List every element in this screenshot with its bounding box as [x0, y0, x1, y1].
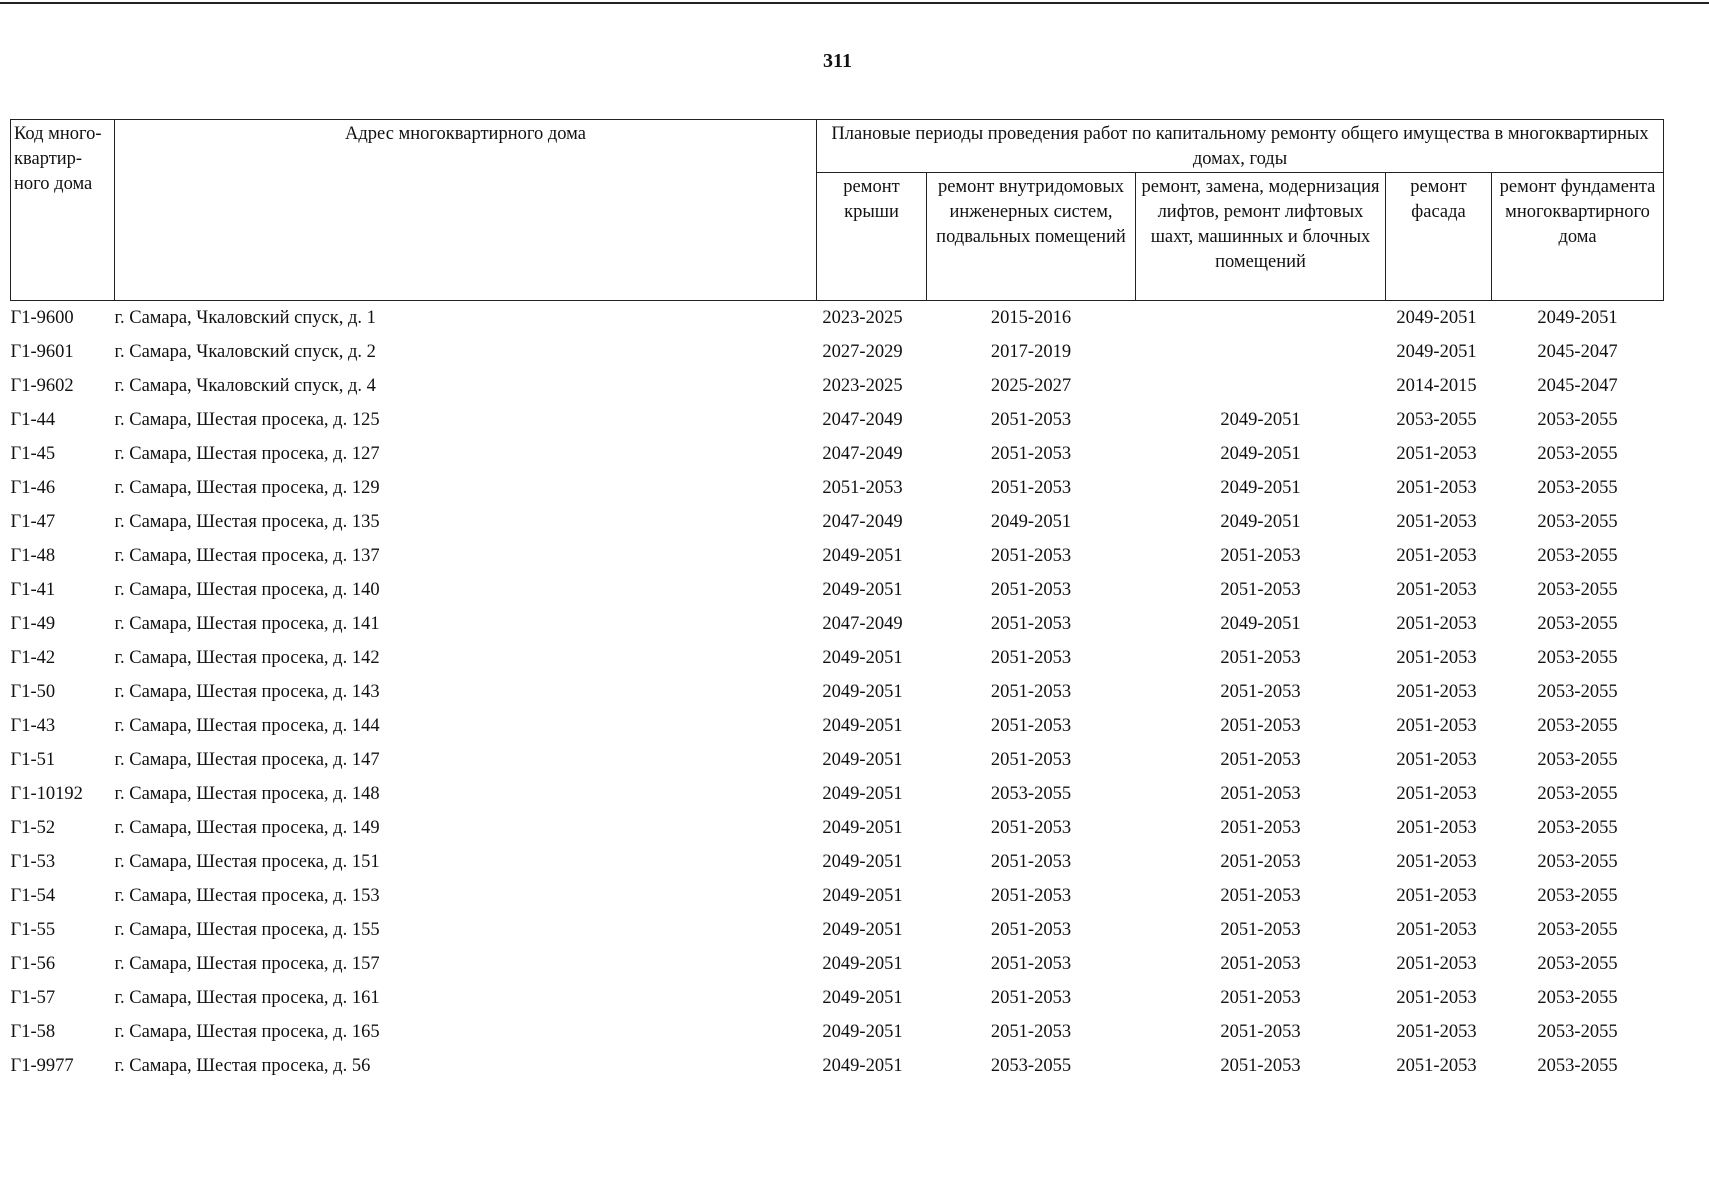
table-row: [11, 369, 1664, 403]
repair-schedule-table: [10, 119, 1664, 1083]
table-body: [11, 301, 1664, 1084]
cell-address: г. Самара, Шестая просека, д. 144: [114, 716, 380, 736]
table-row: [11, 573, 1664, 607]
cell-code: Г1-49: [10, 614, 56, 634]
cell-systems: 2051-2053: [990, 716, 1072, 736]
cell-elevators: 2049-2051: [1220, 512, 1301, 532]
cell-roof: 2047-2049: [822, 614, 903, 634]
cell-foundation: 2045-2047: [1537, 342, 1618, 362]
cell-foundation: 2053-2055: [1537, 1022, 1618, 1042]
cell-elevators: 2049-2051: [1220, 444, 1301, 464]
cell-systems: 2051-2053: [990, 750, 1072, 770]
cell-systems: 2053-2055: [990, 1056, 1072, 1076]
header-facade: ремонт фасада: [1386, 173, 1492, 301]
cell-systems: 2051-2053: [990, 478, 1072, 498]
cell-foundation: 2053-2055: [1537, 546, 1618, 566]
cell-code: Г1-50: [10, 682, 56, 702]
header-periods: Плановые периоды проведения работ по капитальному ремонту общего имущества в многоквартирных домах, годы: [817, 120, 1664, 173]
cell-address: г. Самара, Шестая просека, д. 151: [114, 852, 380, 872]
cell-facade: 2051-2053: [1396, 852, 1477, 872]
cell-facade: 2049-2051: [1396, 308, 1477, 328]
table-row: [11, 1015, 1664, 1049]
cell-foundation: 2053-2055: [1537, 444, 1618, 464]
cell-code: Г1-46: [10, 478, 56, 498]
top-rule: [0, 2, 1709, 4]
cell-elevators: 2051-2053: [1220, 954, 1301, 974]
cell-elevators: 2049-2051: [1220, 478, 1301, 498]
cell-code: Г1-9601: [10, 342, 74, 362]
cell-systems: 2051-2053: [990, 920, 1072, 940]
cell-elevators: 2051-2053: [1220, 580, 1301, 600]
cell-facade: 2051-2053: [1396, 1056, 1477, 1076]
table-row: [11, 607, 1664, 641]
cell-elevators: 2049-2051: [1220, 614, 1301, 634]
cell-systems: 2051-2053: [990, 954, 1072, 974]
cell-facade: 2051-2053: [1396, 546, 1477, 566]
cell-code: Г1-47: [10, 512, 56, 532]
cell-roof: 2023-2025: [822, 308, 903, 328]
cell-foundation: 2053-2055: [1537, 478, 1618, 498]
cell-roof: 2049-2051: [822, 886, 903, 906]
cell-elevators: [1136, 301, 1386, 336]
header-roof: ремонт крыши: [817, 173, 927, 301]
cell-code: Г1-56: [10, 954, 56, 974]
cell-roof: 2049-2051: [822, 750, 903, 770]
cell-roof: 2049-2051: [822, 988, 903, 1008]
cell-roof: 2049-2051: [822, 546, 903, 566]
cell-facade: 2051-2053: [1396, 444, 1477, 464]
header-foundation: ремонт фундамента многоквартирного дома: [1492, 173, 1664, 301]
cell-systems: 2051-2053: [990, 546, 1072, 566]
cell-elevators: 2051-2053: [1220, 1022, 1301, 1042]
cell-roof: 2049-2051: [822, 818, 903, 838]
table-row: [11, 675, 1664, 709]
table-row: [11, 743, 1664, 777]
cell-elevators: 2051-2053: [1220, 852, 1301, 872]
cell-facade: 2051-2053: [1396, 954, 1477, 974]
cell-facade: 2051-2053: [1396, 682, 1477, 702]
cell-foundation: 2053-2055: [1537, 716, 1618, 736]
cell-roof: 2049-2051: [822, 580, 903, 600]
cell-address: г. Самара, Шестая просека, д. 56: [114, 1056, 371, 1076]
cell-code: Г1-9602: [10, 376, 74, 396]
cell-code: Г1-45: [10, 444, 56, 464]
cell-roof: 2047-2049: [822, 444, 903, 464]
cell-address: г. Самара, Шестая просека, д. 135: [114, 512, 380, 532]
cell-facade: 2051-2053: [1396, 1022, 1477, 1042]
table-row: [11, 845, 1664, 879]
cell-systems: 2051-2053: [990, 648, 1072, 668]
cell-code: Г1-55: [10, 920, 56, 940]
cell-systems: 2051-2053: [990, 852, 1072, 872]
cell-systems: 2051-2053: [990, 410, 1072, 430]
cell-code: Г1-10192: [10, 784, 83, 804]
cell-address: г. Самара, Шестая просека, д. 157: [114, 954, 380, 974]
cell-roof: 2049-2051: [822, 852, 903, 872]
cell-roof: 2049-2051: [822, 784, 903, 804]
cell-address: г. Самара, Шестая просека, д. 141: [114, 614, 380, 634]
table-row: [11, 471, 1664, 505]
cell-elevators: 2051-2053: [1220, 682, 1301, 702]
cell-address: г. Самара, Шестая просека, д. 165: [114, 1022, 380, 1042]
cell-elevators: 2051-2053: [1220, 750, 1301, 770]
cell-facade: 2051-2053: [1396, 512, 1477, 532]
cell-address: г. Самара, Шестая просека, д. 129: [114, 478, 380, 498]
cell-foundation: 2053-2055: [1537, 920, 1618, 940]
cell-code: Г1-53: [10, 852, 56, 872]
cell-facade: 2051-2053: [1396, 818, 1477, 838]
cell-facade: 2051-2053: [1396, 750, 1477, 770]
table-row: [11, 709, 1664, 743]
cell-systems: 2051-2053: [990, 614, 1072, 634]
cell-foundation: 2045-2047: [1537, 376, 1618, 396]
cell-roof: 2047-2049: [822, 410, 903, 430]
cell-address: г. Самара, Шестая просека, д. 143: [114, 682, 380, 702]
header-code: Код много-квартир-ного дома: [11, 120, 115, 301]
cell-roof: 2023-2025: [822, 376, 903, 396]
cell-code: Г1-9600: [10, 308, 74, 328]
cell-foundation: 2053-2055: [1537, 954, 1618, 974]
cell-address: г. Самара, Шестая просека, д. 161: [114, 988, 380, 1008]
table-row: [11, 505, 1664, 539]
cell-elevators: 2049-2051: [1220, 410, 1301, 430]
cell-elevators: 2051-2053: [1220, 886, 1301, 906]
cell-address: г. Самара, Чкаловский спуск, д. 4: [114, 376, 376, 396]
cell-facade: 2051-2053: [1396, 580, 1477, 600]
cell-systems: 2051-2053: [990, 682, 1072, 702]
cell-roof: 2049-2051: [822, 954, 903, 974]
cell-systems: 2051-2053: [990, 580, 1072, 600]
cell-address: г. Самара, Шестая просека, д. 153: [114, 886, 380, 906]
cell-systems: 2017-2019: [990, 342, 1072, 362]
cell-elevators: [1136, 335, 1386, 369]
table-row: [11, 437, 1664, 471]
cell-code: Г1-58: [10, 1022, 56, 1042]
cell-roof: 2051-2053: [822, 478, 903, 498]
cell-foundation: 2053-2055: [1537, 1056, 1618, 1076]
cell-facade: 2053-2055: [1396, 410, 1477, 430]
cell-code: Г1-44: [10, 410, 56, 430]
cell-code: Г1-41: [10, 580, 56, 600]
cell-foundation: 2053-2055: [1537, 410, 1618, 430]
cell-foundation: 2053-2055: [1537, 988, 1618, 1008]
cell-roof: 2049-2051: [822, 682, 903, 702]
table-row: [11, 981, 1664, 1015]
cell-code: Г1-54: [10, 886, 56, 906]
cell-systems: 2051-2053: [990, 988, 1072, 1008]
cell-address: г. Самара, Шестая просека, д. 149: [114, 818, 380, 838]
cell-roof: 2047-2049: [822, 512, 903, 532]
table-row: [11, 811, 1664, 845]
cell-facade: 2049-2051: [1396, 342, 1477, 362]
cell-code: Г1-9977: [10, 1056, 74, 1076]
cell-roof: 2049-2051: [822, 648, 903, 668]
cell-foundation: 2053-2055: [1537, 614, 1618, 634]
cell-code: Г1-51: [10, 750, 56, 770]
cell-foundation: 2053-2055: [1537, 784, 1618, 804]
cell-code: Г1-48: [10, 546, 56, 566]
table-row: [11, 335, 1664, 369]
cell-elevators: 2051-2053: [1220, 546, 1301, 566]
cell-systems: 2051-2053: [990, 444, 1072, 464]
cell-systems: 2049-2051: [990, 512, 1072, 532]
cell-foundation: 2053-2055: [1537, 648, 1618, 668]
cell-foundation: 2053-2055: [1537, 750, 1618, 770]
cell-foundation: 2049-2051: [1537, 308, 1618, 328]
table-row: [11, 777, 1664, 811]
table-row: [11, 539, 1664, 573]
cell-address: г. Самара, Шестая просека, д. 148: [114, 784, 380, 804]
cell-foundation: 2053-2055: [1537, 512, 1618, 532]
cell-roof: 2049-2051: [822, 1056, 903, 1076]
cell-roof: 2049-2051: [822, 1022, 903, 1042]
cell-facade: 2051-2053: [1396, 716, 1477, 736]
cell-facade: 2051-2053: [1396, 886, 1477, 906]
table-row: [11, 1049, 1664, 1083]
cell-facade: 2051-2053: [1396, 614, 1477, 634]
cell-elevators: 2051-2053: [1220, 1056, 1301, 1076]
page-number: 311: [823, 50, 852, 72]
cell-elevators: 2051-2053: [1220, 648, 1301, 668]
cell-foundation: 2053-2055: [1537, 682, 1618, 702]
cell-address: г. Самара, Шестая просека, д. 155: [114, 920, 380, 940]
cell-code: Г1-57: [10, 988, 56, 1008]
table-row: [11, 879, 1664, 913]
cell-address: г. Самара, Шестая просека, д. 140: [114, 580, 380, 600]
cell-address: г. Самара, Шестая просека, д. 137: [114, 546, 380, 566]
cell-elevators: 2051-2053: [1220, 988, 1301, 1008]
table-row: [11, 947, 1664, 981]
cell-address: г. Самара, Шестая просека, д. 125: [114, 410, 380, 430]
cell-facade: 2014-2015: [1396, 376, 1477, 396]
cell-address: г. Самара, Чкаловский спуск, д. 1: [114, 308, 376, 328]
cell-facade: 2051-2053: [1396, 784, 1477, 804]
cell-systems: 2051-2053: [990, 818, 1072, 838]
cell-foundation: 2053-2055: [1537, 852, 1618, 872]
cell-facade: 2051-2053: [1396, 648, 1477, 668]
cell-elevators: [1136, 369, 1386, 403]
cell-foundation: 2053-2055: [1537, 886, 1618, 906]
cell-systems: 2051-2053: [990, 886, 1072, 906]
cell-roof: 2027-2029: [822, 342, 903, 362]
header-systems: ремонт внутридомовых инженерных систем, подвальных помещений: [927, 173, 1136, 301]
cell-address: г. Самара, Чкаловский спуск, д. 2: [114, 342, 376, 362]
header-address: Адрес многоквартирного дома: [115, 120, 817, 301]
cell-facade: 2051-2053: [1396, 920, 1477, 940]
table-row: [11, 913, 1664, 947]
cell-elevators: 2051-2053: [1220, 716, 1301, 736]
cell-foundation: 2053-2055: [1537, 818, 1618, 838]
cell-elevators: 2051-2053: [1220, 818, 1301, 838]
cell-foundation: 2053-2055: [1537, 580, 1618, 600]
cell-roof: 2049-2051: [822, 920, 903, 940]
cell-address: г. Самара, Шестая просека, д. 142: [114, 648, 380, 668]
table-row: [11, 301, 1664, 336]
cell-systems: 2015-2016: [990, 308, 1072, 328]
cell-code: Г1-52: [10, 818, 56, 838]
cell-code: Г1-42: [10, 648, 56, 668]
header-elevators: ремонт, замена, модернизация лифтов, ремонт лифтовых шахт, машинных и блочных помещений: [1136, 173, 1386, 301]
cell-elevators: 2051-2053: [1220, 784, 1301, 804]
cell-code: Г1-43: [10, 716, 56, 736]
cell-roof: 2049-2051: [822, 716, 903, 736]
cell-systems: 2025-2027: [990, 376, 1072, 396]
cell-facade: 2051-2053: [1396, 478, 1477, 498]
cell-address: г. Самара, Шестая просека, д. 147: [114, 750, 380, 770]
cell-systems: 2053-2055: [990, 784, 1072, 804]
table-row: [11, 641, 1664, 675]
cell-systems: 2051-2053: [990, 1022, 1072, 1042]
cell-elevators: 2051-2053: [1220, 920, 1301, 940]
table-row: [11, 403, 1664, 437]
cell-address: г. Самара, Шестая просека, д. 127: [114, 444, 380, 464]
cell-facade: 2051-2053: [1396, 988, 1477, 1008]
